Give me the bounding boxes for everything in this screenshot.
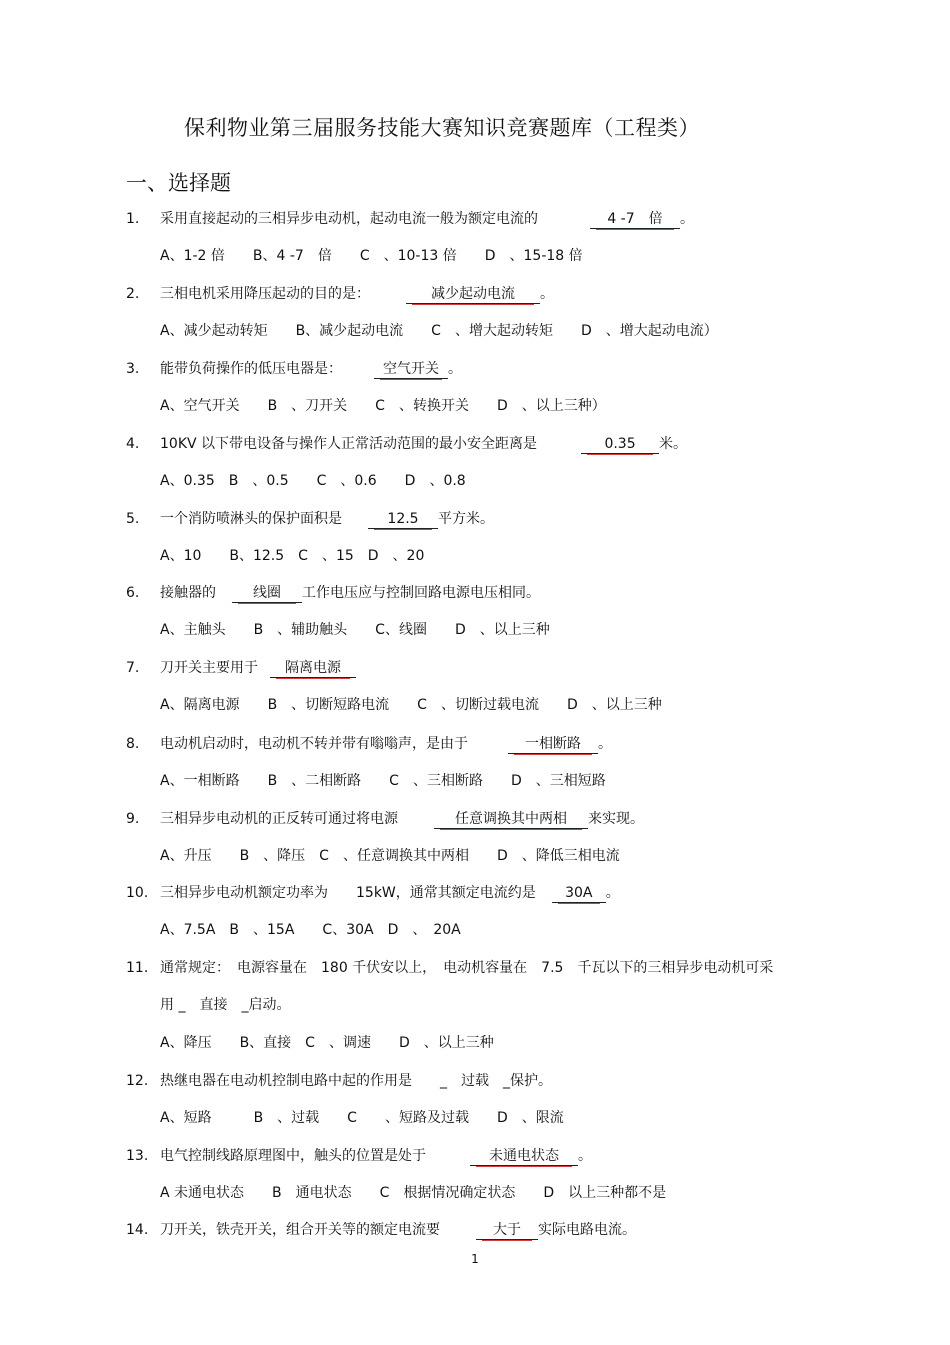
question-number: 10. bbox=[126, 885, 149, 901]
question-number: 9. bbox=[126, 811, 140, 827]
question-number: 6. bbox=[126, 585, 140, 601]
question-text bbox=[160, 957, 773, 979]
question-text bbox=[160, 208, 694, 230]
answer-options bbox=[0, 1107, 950, 1129]
question-suffix: 来实现。 bbox=[588, 811, 644, 827]
answer-options bbox=[0, 770, 950, 792]
options-text: A、主触头 B 、辅助触头 C、线圈 D 、以上三种 bbox=[160, 622, 550, 638]
answer-options bbox=[0, 245, 950, 267]
options-text: A、升压 B 、降压 C 、任意调换其中两相 D 、降低三相电流 bbox=[160, 848, 620, 864]
question-text bbox=[160, 582, 540, 604]
question-suffix: 。 bbox=[448, 361, 462, 377]
question-number: 12. bbox=[126, 1073, 149, 1089]
options-text: A、短路 B 、过载 C 、短路及过载 D 、限流 bbox=[160, 1110, 564, 1126]
answer-blank: 减少起动电流 bbox=[406, 285, 540, 304]
question-suffix: 。 bbox=[680, 211, 694, 227]
answer-blank: 线圈 bbox=[232, 584, 302, 603]
question-number: 14. bbox=[126, 1222, 149, 1238]
answer-blank: 4 -7 倍 bbox=[590, 210, 680, 229]
answer-blank: 12.5 bbox=[368, 510, 438, 529]
answer-blank: 任意调换其中两相 bbox=[434, 810, 588, 829]
question-line bbox=[0, 433, 950, 455]
answer-options bbox=[0, 845, 950, 867]
question-stem: 一个消防喷淋头的保护面积是 bbox=[160, 511, 342, 527]
answer-blank: 空气开关 bbox=[374, 360, 448, 379]
options-text: A、隔离电源 B 、切断短路电流 C 、切断过载电流 D 、以上三种 bbox=[160, 697, 662, 713]
options-text: A、降压 B、直接 C 、调速 D 、以上三种 bbox=[160, 1035, 494, 1051]
question-stem: 采用直接起动的三相异步电动机，起动电流一般为额定电流的 bbox=[160, 211, 538, 227]
question-number: 11. bbox=[126, 960, 149, 976]
question-line bbox=[0, 808, 950, 830]
question-line bbox=[0, 1145, 950, 1167]
question-line bbox=[0, 733, 950, 755]
question-line bbox=[0, 1070, 950, 1092]
answer-blank: 0.35 bbox=[581, 435, 659, 454]
question-number: 2. bbox=[126, 286, 140, 302]
question-stem: 接触器的 bbox=[160, 585, 216, 601]
answer-options bbox=[0, 470, 950, 492]
question-line bbox=[0, 283, 950, 305]
question-stem: 刀开关，铁壳开关，组合开关等的额定电流要 bbox=[160, 1222, 440, 1238]
question-suffix: 工作电压应与控制回路电源电压相同。 bbox=[302, 585, 540, 601]
question-text bbox=[160, 808, 644, 830]
question-number: 4. bbox=[126, 436, 140, 452]
question-number: 7. bbox=[126, 660, 140, 676]
question-suffix: 实际电路电流。 bbox=[538, 1222, 636, 1238]
question-text bbox=[160, 733, 612, 755]
options-text: A、一相断路 B 、二相断路 C 、三相断路 D 、三相短路 bbox=[160, 773, 606, 789]
question-text bbox=[160, 433, 687, 455]
question-text bbox=[160, 283, 554, 305]
answer-options bbox=[0, 619, 950, 641]
question-text bbox=[160, 1145, 592, 1167]
answer-options bbox=[0, 1182, 950, 1204]
question-line bbox=[0, 657, 950, 679]
question-line bbox=[0, 358, 950, 380]
page-title: 保利物业第三届服务技能大赛知识竞赛题库（工程类） bbox=[184, 116, 700, 140]
options-text: A、1-2 倍 B、4 -7 倍 C 、10-13 倍 D 、15-18 倍 bbox=[160, 248, 583, 264]
question-line bbox=[0, 957, 950, 979]
question-continuation bbox=[0, 994, 950, 1016]
question-text bbox=[160, 1070, 552, 1092]
section-heading: 一、选择题 bbox=[126, 171, 231, 195]
question-suffix: 。 bbox=[605, 885, 620, 901]
question-stem: 通常规定： 电源容量在 180 千伏安以上， 电动机容量在 7.5 千瓦以下的三相异步电动机可采 bbox=[160, 960, 774, 976]
question-suffix: 米。 bbox=[659, 436, 688, 452]
question-text bbox=[160, 508, 494, 530]
answer-blank: 大于 bbox=[476, 1221, 538, 1240]
options-text: A、7.5A B 、15A C、30A D 、 20A bbox=[160, 922, 461, 938]
page-number: 1 bbox=[471, 1252, 479, 1266]
question-stem: 刀开关主要用于 bbox=[160, 660, 258, 676]
answer-options bbox=[0, 694, 950, 716]
question-line bbox=[0, 582, 950, 604]
question-number: 13. bbox=[126, 1148, 149, 1164]
options-text: A、0.35 B 、0.5 C 、0.6 D 、0.8 bbox=[160, 473, 466, 489]
answer-blank: 30A bbox=[552, 884, 606, 903]
question-text bbox=[160, 358, 462, 380]
question-number: 8. bbox=[126, 736, 140, 752]
question-line bbox=[0, 1219, 950, 1241]
question-number: 5. bbox=[126, 511, 140, 527]
answer-options bbox=[0, 919, 950, 941]
options-text: A、空气开关 B 、刀开关 C 、转换开关 D 、以上三种） bbox=[160, 398, 606, 414]
answer-options bbox=[0, 545, 950, 567]
options-text: A 未通电状态 B 通电状态 C 根据情况确定状态 D 以上三种都不是 bbox=[160, 1185, 667, 1201]
answer-blank: 隔离电源 bbox=[270, 659, 356, 678]
question-stem: 电动机启动时，电动机不转并带有嗡嗡声，是由于 bbox=[160, 736, 468, 752]
question-line bbox=[0, 508, 950, 530]
question-stem: 10KV 以下带电设备与操作人正常活动范围的最小安全距离是 bbox=[160, 436, 538, 452]
options-text: A、10 B、12.5 C 、15 D 、20 bbox=[160, 548, 425, 564]
question-number: 3. bbox=[126, 361, 140, 377]
question-stem: 热继电器在电动机控制电路中起的作用是 _ 过载 _保护。 bbox=[160, 1073, 552, 1089]
answer-options bbox=[0, 395, 950, 417]
question-stem: 电气控制线路原理图中，触头的位置是处于 bbox=[160, 1148, 426, 1164]
question-number: 1. bbox=[126, 211, 140, 227]
answer-options bbox=[0, 320, 950, 342]
options-text: A、减少起动转矩 B、减少起动电流 C 、增大起动转矩 D 、增大起动电流） bbox=[160, 323, 718, 339]
question-line bbox=[0, 208, 950, 230]
question-suffix: 平方米。 bbox=[438, 511, 494, 527]
question-text bbox=[160, 1219, 636, 1241]
question-stem: 三相异步电动机额定功率为 15kW，通常其额定电流约是 bbox=[160, 885, 536, 901]
question-suffix: 。 bbox=[598, 736, 612, 752]
question-stem: 三相异步电动机的正反转可通过将电源 bbox=[160, 811, 398, 827]
question-stem: 三相电机采用降压起动的目的是： bbox=[160, 286, 370, 302]
answer-options bbox=[0, 1032, 950, 1054]
question-text bbox=[160, 882, 620, 904]
question-text bbox=[160, 657, 356, 679]
answer-blank: 未通电状态 bbox=[470, 1147, 578, 1166]
question-suffix: 。 bbox=[578, 1148, 592, 1164]
question-line bbox=[0, 882, 950, 904]
question-stem: 能带负荷操作的低压电器是： bbox=[160, 361, 342, 377]
answer-blank: 一相断路 bbox=[508, 735, 598, 754]
question-text-line2: 用 _ 直接 _启动。 bbox=[160, 997, 291, 1013]
question-suffix: 。 bbox=[540, 286, 554, 302]
